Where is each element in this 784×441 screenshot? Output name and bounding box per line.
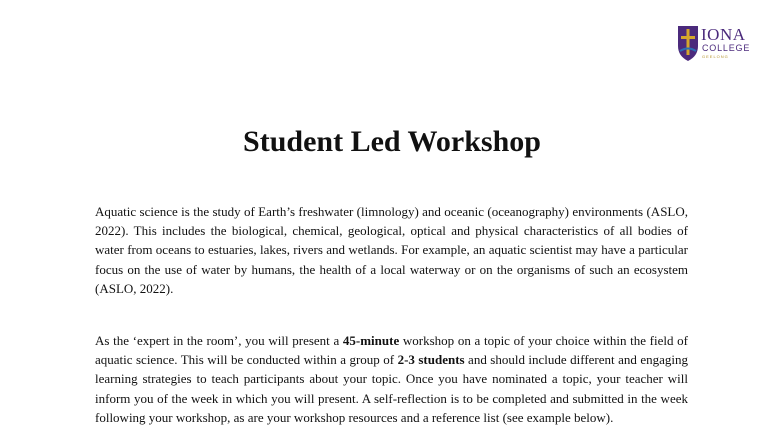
duration-emphasis: 45-minute [342,333,400,348]
logo-name: IONA [701,25,746,44]
task-paragraph [95,331,688,427]
task-text-1: As the ‘expert in the room’, you will present a [95,333,343,348]
logo-sub: COLLEGE [702,43,751,53]
crest-icon [676,24,700,62]
logo-tagline: GEELONG [702,54,729,59]
group-size-emphasis: 2-3 students [397,352,465,368]
task-text-3: and should include different and engaging learning strategies to teach participants about your topic. Once you have nominated a topic, your teacher will inform you of the week in which you will present. A self-reflection is to be completed and submitted in the week following your workshop, as are your workshop resources and a reference list (see example below). [95,352,688,425]
task-text-2: workshop on a topic of your choice within the field of aquatic science. This will be conducted within a group of [95,333,688,368]
page-title: Student Led Workshop [243,125,541,158]
school-logo [676,24,752,66]
intro-paragraph: Aquatic science is the study of Earth’s freshwater (limnology) and oceanic (oceanography) environments (ASLO, 2022). This includes the biological, chemical, geological, optical and physical characteristics of all bodies of water from oceans to estuaries, lakes, rivers and wetlands. For example, an aquatic scientist may have a particular focus on the use of water by humans, the health of a local waterway or on the organisms of such an ecosystem (ASLO, 2022). [95,204,688,296]
